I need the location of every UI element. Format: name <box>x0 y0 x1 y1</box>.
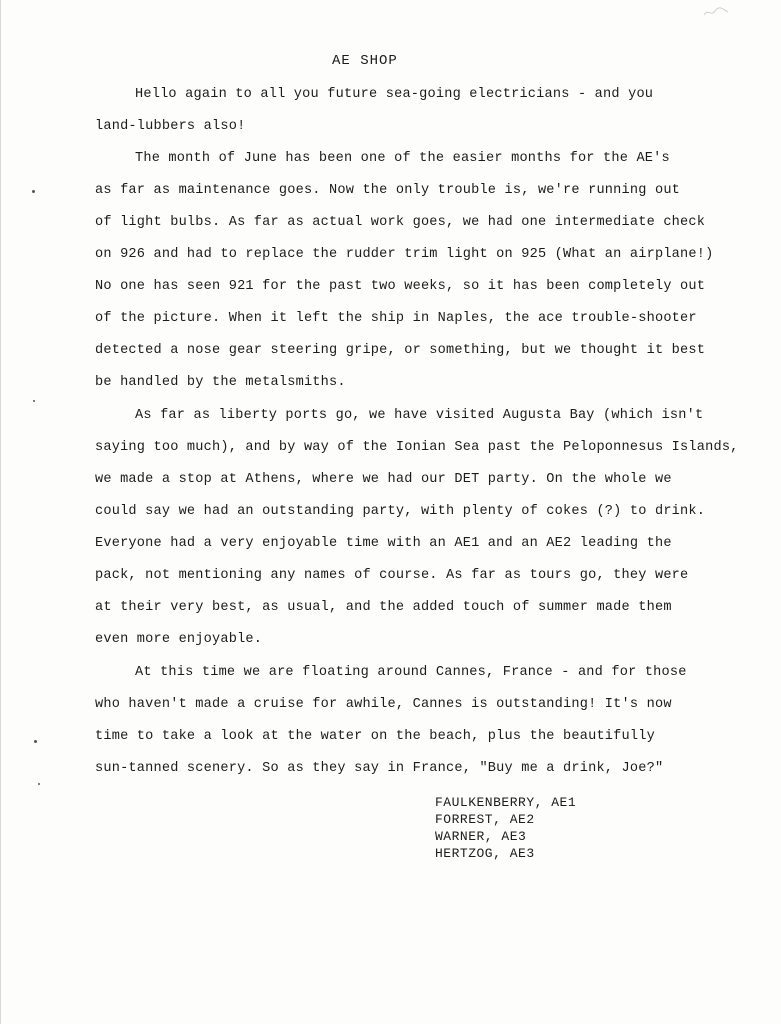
text-line: detected a nose gear steering gripe, or something, but we thought it best <box>95 343 706 358</box>
text-line: of the picture. When it left the ship in Naples, the ace trouble-shooter <box>95 311 697 326</box>
margin-dot <box>38 783 40 785</box>
signature-line: HERTZOG, AE3 <box>435 846 535 861</box>
text-line: who haven't made a cruise for awhile, Cannes is outstanding! It's now <box>95 697 672 712</box>
margin-dot <box>32 190 35 193</box>
text-line: Everyone had a very enjoyable time with an AE1 and an AE2 leading the <box>95 536 672 551</box>
text-line: be handled by the metalsmiths. <box>95 375 346 390</box>
margin-dot <box>33 400 35 402</box>
text-line: we made a stop at Athens, where we had our DET party. On the whole we <box>95 472 672 487</box>
corner-scribble-icon <box>703 6 729 18</box>
text-line: saying too much), and by way of the Ionian Sea past the Peloponnesus Islands, <box>95 440 739 455</box>
signature-line: FORREST, AE2 <box>435 812 535 827</box>
page-title: AE SHOP <box>332 53 398 69</box>
text-line: The month of June has been one of the easier months for the AE's <box>135 151 670 166</box>
text-line: pack, not mentioning any names of course. As far as tours go, they were <box>95 568 689 583</box>
text-line: sun-tanned scenery. So as they say in France, "Buy me a drink, Joe?" <box>95 761 664 776</box>
signature-line: WARNER, AE3 <box>435 829 527 844</box>
text-line: Hello again to all you future sea-going electricians - and you <box>135 87 654 102</box>
text-line: at their very best, as usual, and the added touch of summer made them <box>95 600 672 615</box>
text-line: At this time we are floating around Cannes, France - and for those <box>135 665 687 680</box>
text-line: could say we had an outstanding party, with plenty of cokes (?) to drink. <box>95 504 706 519</box>
text-line: No one has seen 921 for the past two weeks, so it has been completely out <box>95 279 706 294</box>
text-line: of light bulbs. As far as actual work goes, we had one intermediate check <box>95 215 706 230</box>
text-line: time to take a look at the water on the beach, plus the beautifully <box>95 729 655 744</box>
margin-dot <box>34 740 37 743</box>
text-line: As far as liberty ports go, we have visited Augusta Bay (which isn't <box>135 408 704 423</box>
text-line: even more enjoyable. <box>95 632 263 647</box>
signature-line: FAULKENBERRY, AE1 <box>435 795 577 810</box>
text-line: on 926 and had to replace the rudder trim light on 925 (What an airplane!) <box>95 247 714 262</box>
text-line: as far as maintenance goes. Now the only trouble is, we're running out <box>95 183 681 198</box>
text-line: land-lubbers also! <box>95 119 246 134</box>
